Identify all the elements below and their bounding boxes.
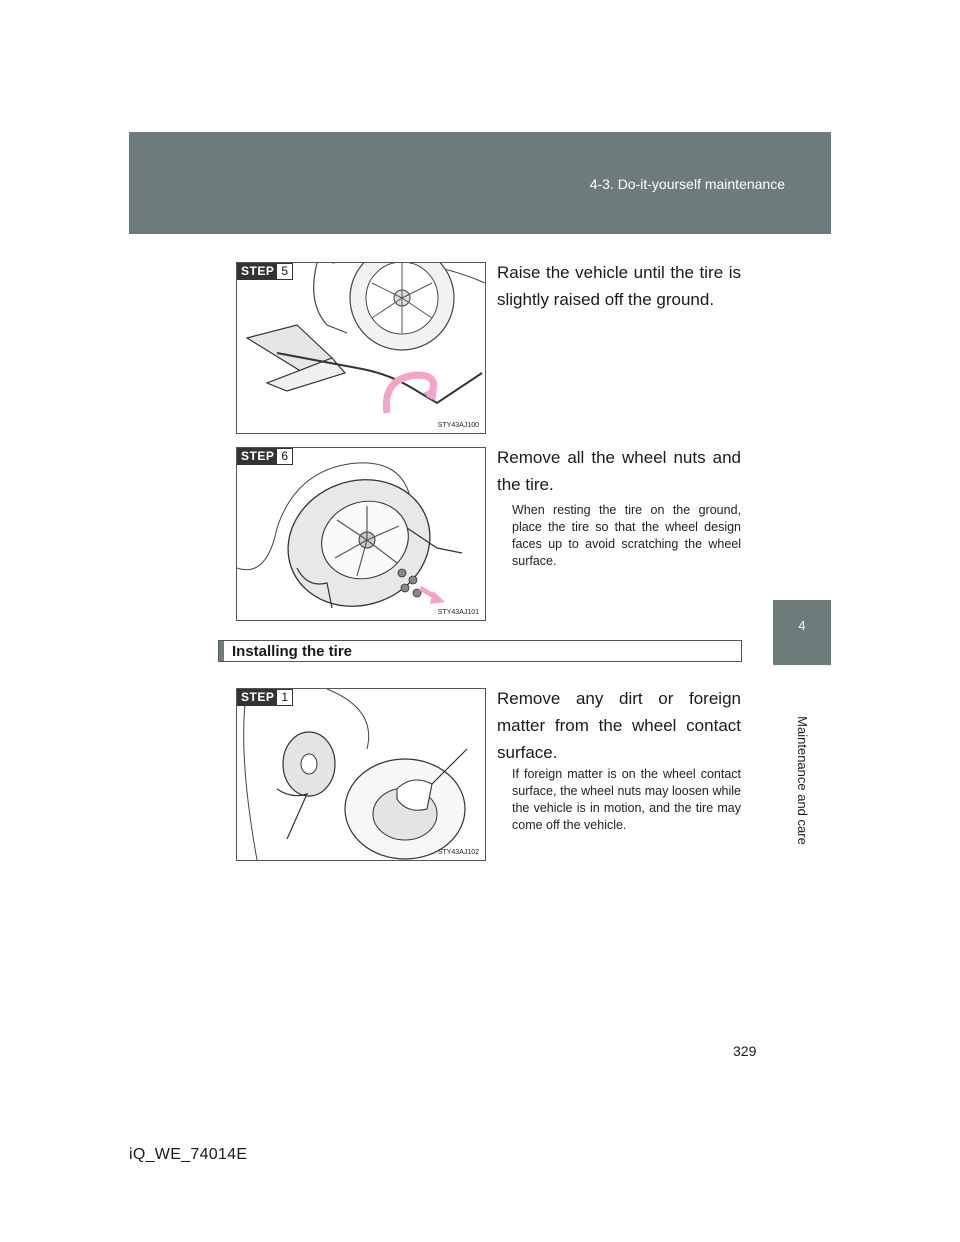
- step-word: STEP: [238, 449, 277, 464]
- page-number: 329: [733, 1043, 757, 1059]
- step-number: 6: [281, 449, 289, 463]
- section-title: 4-3. Do-it-yourself maintenance: [589, 176, 785, 192]
- chapter-label-container: [767, 680, 837, 880]
- chapter-tab: [773, 600, 831, 665]
- figure-code: STY43AJ100: [437, 422, 479, 429]
- step-text: Remove any dirt or foreign matter from the wheel contact surface.: [497, 689, 741, 762]
- page-header-band: [129, 132, 831, 234]
- step-word: STEP: [238, 690, 277, 705]
- section-heading: [218, 640, 742, 662]
- chapter-number: 4: [798, 618, 806, 633]
- step-text: Remove all the wheel nuts and the tire.: [497, 448, 741, 494]
- wheel-cleaning-illustration: [237, 689, 485, 860]
- figure-remove-tire: [236, 447, 486, 621]
- step-note: If foreign matter is on the wheel contact surface, the wheel nuts may loosen while the vehicle is in motion, and the tire may come off the vehicle.: [512, 767, 741, 832]
- tire-removal-illustration: [237, 448, 485, 620]
- step-text: Raise the vehicle until the tire is slightly raised off the ground.: [497, 263, 741, 309]
- step-number: 5: [281, 264, 289, 278]
- section-heading-text: Installing the tire: [232, 642, 353, 660]
- figure-raise-vehicle: [236, 262, 486, 434]
- figure-clean-contact: [236, 688, 486, 861]
- step-word: STEP: [238, 264, 277, 279]
- figure-code: STY43AJ101: [437, 609, 479, 616]
- step-note: When resting the tire on the ground, place the tire so that the wheel design faces up to avoid scratching the wheel surface.: [512, 503, 741, 568]
- step-badge: [237, 689, 293, 706]
- document-code: iQ_WE_74014E: [129, 1146, 248, 1163]
- chapter-label: Maintenance and care: [794, 715, 810, 845]
- step-number: 1: [281, 690, 289, 704]
- step-badge: [237, 263, 293, 280]
- step-badge: [237, 448, 293, 465]
- jack-illustration: [237, 263, 485, 433]
- figure-code: STY43AJ102: [437, 849, 479, 856]
